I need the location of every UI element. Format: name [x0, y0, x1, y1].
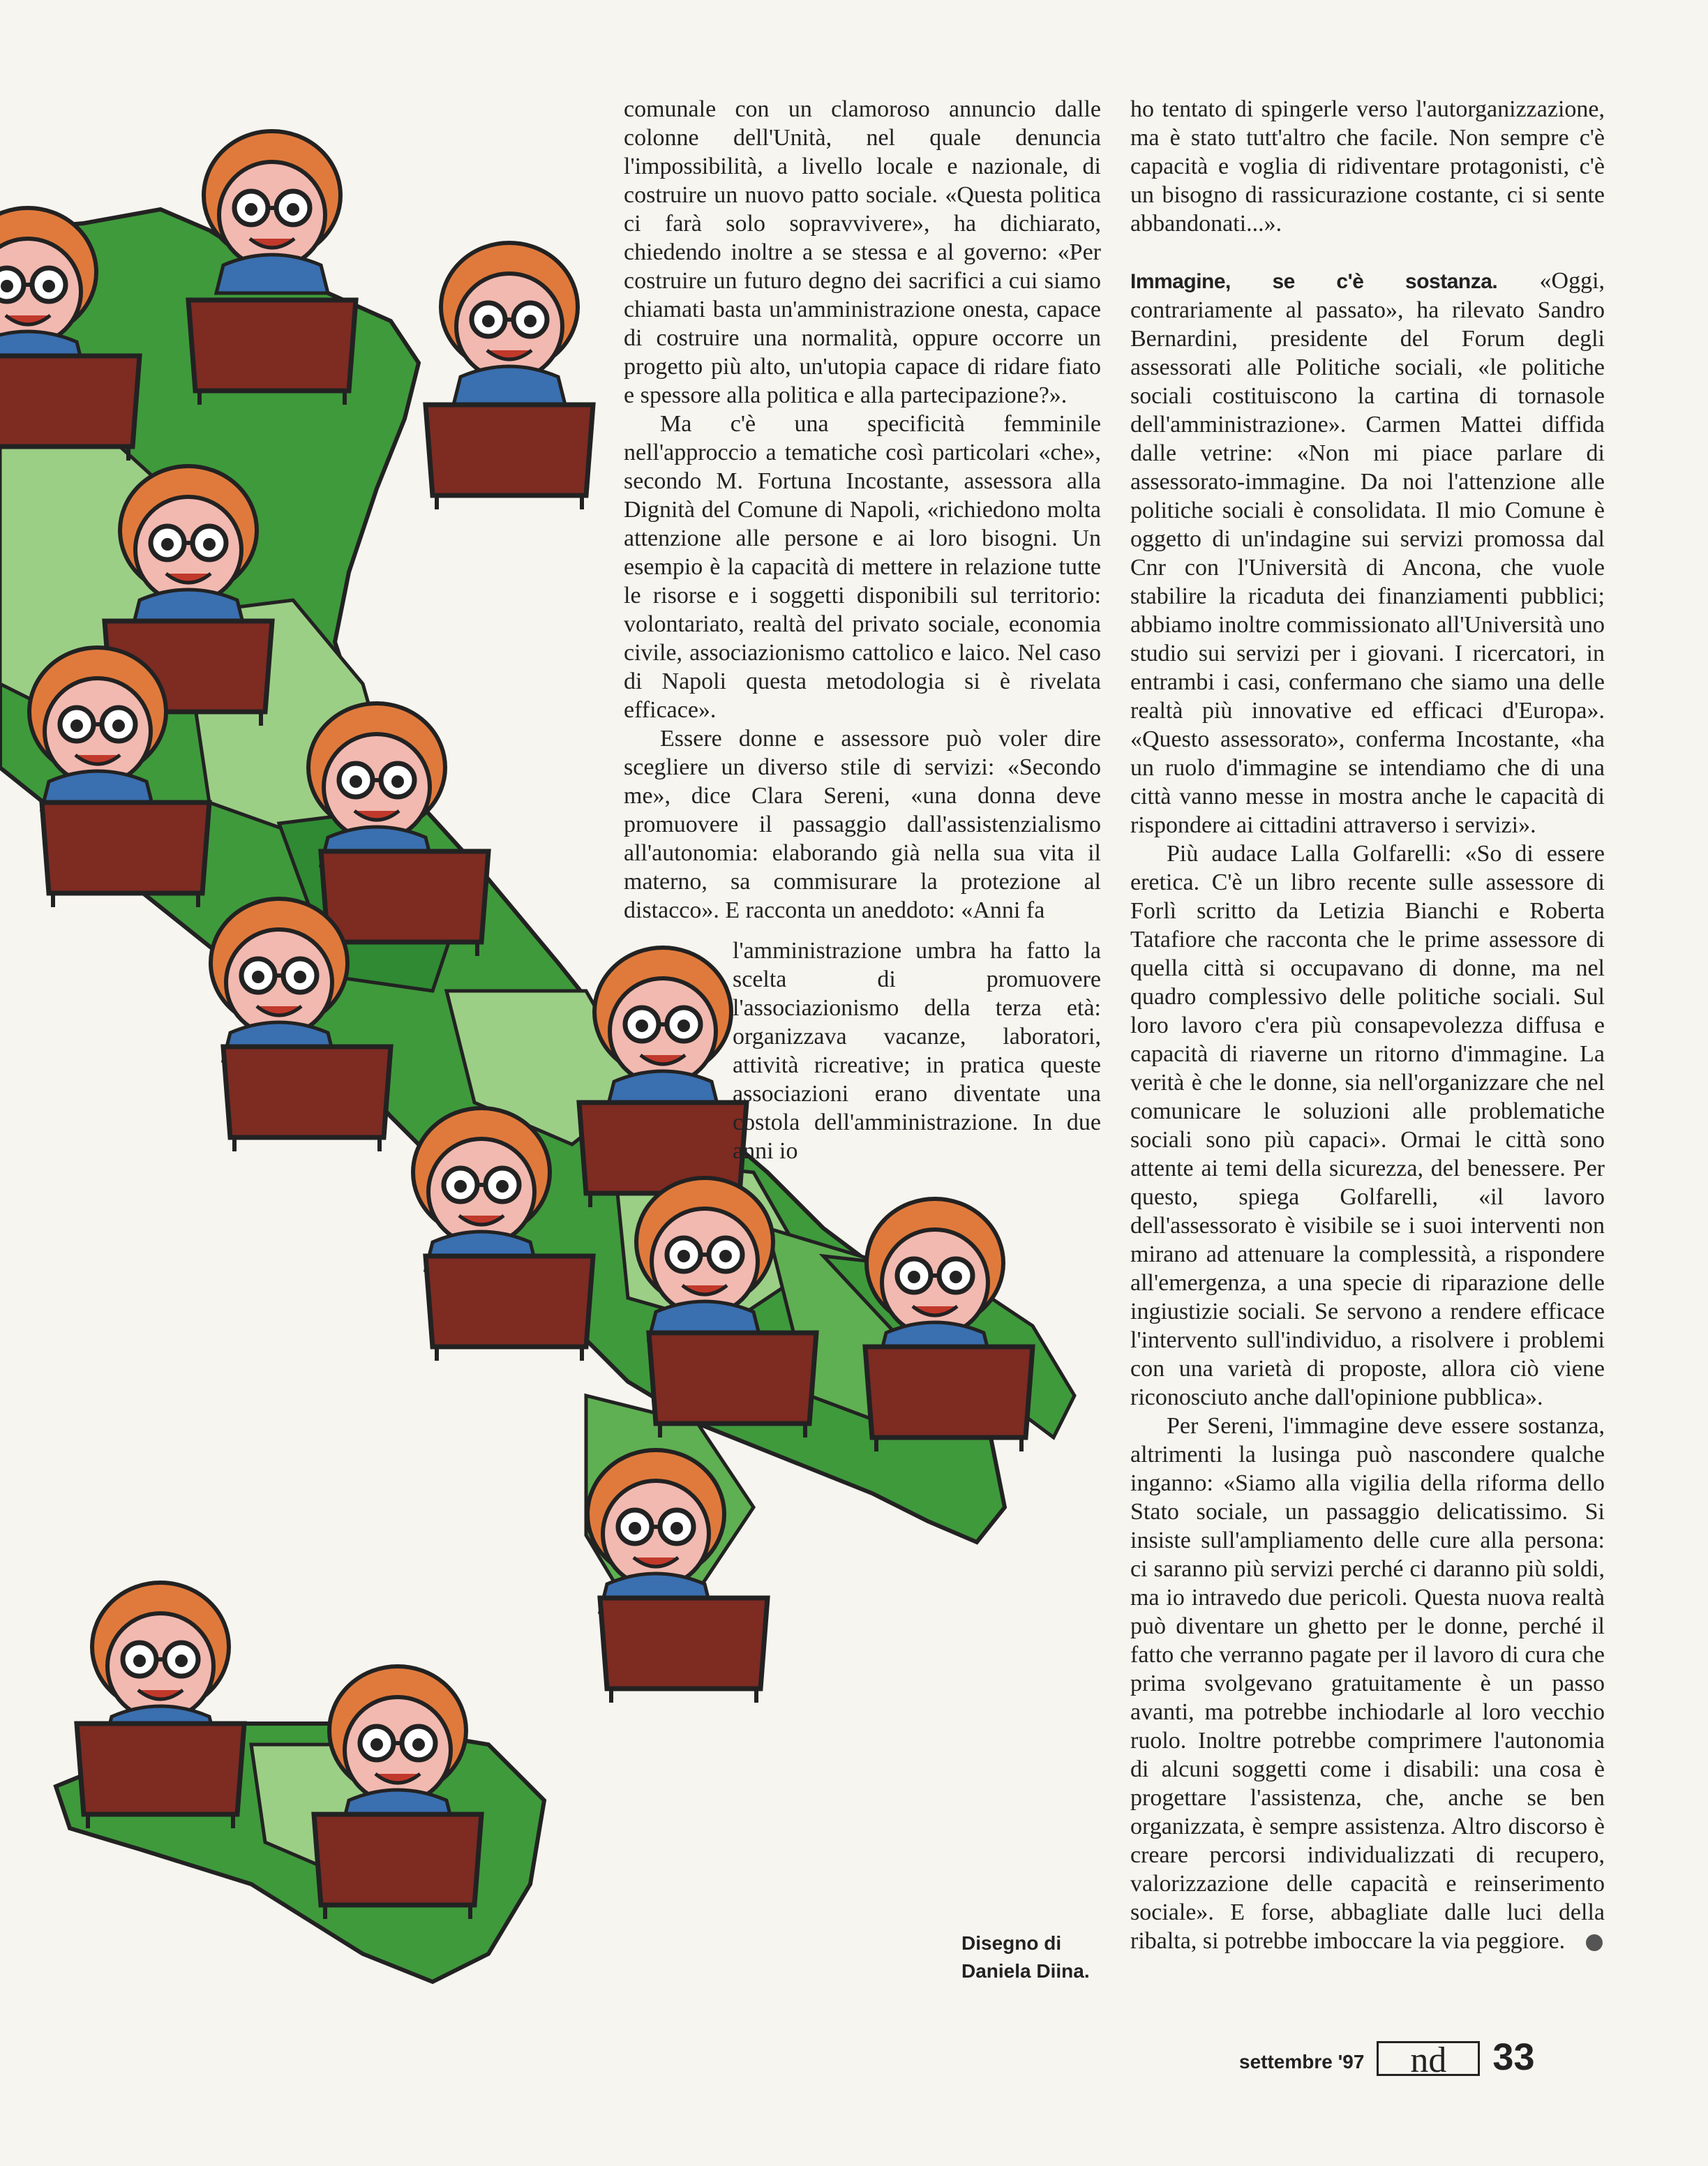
- caption-line: Daniela Diina.: [961, 1960, 1090, 1982]
- article-column-1-continued: [733, 936, 1101, 1165]
- page-number: 33: [1492, 2036, 1535, 2078]
- page-footer: [1239, 2034, 1535, 2080]
- subhead-paragraph: [1130, 267, 1605, 839]
- end-mark: [1586, 1934, 1603, 1951]
- caption-line: Disegno di: [961, 1932, 1062, 1954]
- paragraph: Più audace Lalla Golfarelli: «So di essere eretica. C'è un libro recente sulle assessore di Forlì scritto da Letizia Bianchi e Roberta Tatafiore che racconta che le prime assessore di quella città si occupavano di donne, ma nel quadro complessivo delle politiche sociali. Sul loro lavoro c'era più consapevolezza diffusa e capacità di riaverne un ritorno d'immagine. La verità è che le donne, sia nell'organizzare che nel comunicare le soluzioni alle problematiche sociali sono più capaci». Ormai le città sono attente ai temi della sicurezza, del benessere. Per questo, spiega Golfarelli, «il lavoro dell'assessorato è visibile se i suoi interventi non mirano ad attenuare la complessità, a rispondere all'emergenza, a una specie di riparazione delle ingiustizie sociali. Se servono a rendere efficace l'intervento sull'individuo, a risolvere i problemi con una varietà di proposte, allora ciò viene riconosciuto anche dall'opinione pubblica».: [1130, 841, 1605, 1410]
- subhead: Immagine, se c'è sostanza.: [1130, 270, 1498, 293]
- article-column-1: [624, 95, 1101, 925]
- paragraph-text: Per Sereni, l'immagine deve essere sostanza, altrimenti la lusinga può nascondere qualche inganno: «Siamo alla vigilia della riforma dello Stato sociale, un passaggio delicatissimo. Si insiste sull'ampliamento delle cure alla persona: ci saranno più servizi perché ci daranno più soldi, ma io intravedo due pericoli. Questa nuova realtà può diventare un ghetto per le donne, perché il fatto che verranno pagate per il lavoro di cura che prima svolgevano gratuitamente è un passo avanti, ma potrebbe inchiodarle al loro vecchio ruolo. Inoltre potrebbe comprimere l'autonomia di alcuni soggetti come i disabili: una cosa è progettare l'assistenza, che, anche se ben organizzata, è sempre assistenza. Altro discorso è creare percorsi individualizzati di recupero, valorizzazione delle capacità e reinserimento sociale». E forse, abbagliate dalle luci della ribalta, si potrebbe imboccare la via peggiore.: [1130, 1413, 1605, 1954]
- figure-3: [426, 243, 593, 509]
- figure-13: [77, 1583, 244, 1828]
- paragraph: Ma c'è una specificità femminile nell'approccio a tematiche così particolari «che», secondo M. Fortuna Incostante, assessora alla Dignità del Comune di Napoli, «richiedono molta attenzione alle persone e ai loro bisogni. Un esempio è la capacità di mettere in relazione tutte le risorse e i soggetti disponibili sul territorio: volontariato, realtà del privato sociale, economia civile, associazionismo cattolico e laico. Nel caso di Napoli questa metodologia si è rivelata efficace».: [624, 411, 1101, 723]
- paragraph-text: «Oggi, contrariamente al passato», ha rilevato Sandro Bernardini, presidente del Forum degli assessorati alle Politiche sociali, «le politiche sociali costituiscono la cartina di tornasole dell'amministrazione». Carmen Mattei diffida dalle vetrine: «Non mi piace parlare di assessorato-immagine. Da noi l'attenzione alle politiche sociali è consolidata. Il mio Comune è oggetto di un'indagine sui servizi promossa dal Cnr con l'Università di Ancona, che vuole stabilire la ricaduta dei finanziamenti pubblici; abbiamo inoltre commissionato all'Università uno studio sui servizi per i giovani. I ricercatori, in entrambi i casi, confermano che siamo una delle realtà più innovative ed efficaci d'Europa». «Questo assessorato», conferma Incostante, «ha un ruolo d'immagine se intendiamo che di una città vanno messe in mostra anche le capacità di rispondere ai cittadini attraverso i servizi».: [1130, 268, 1605, 838]
- paragraph: ho tentato di spingerle verso l'autorganizzazione, ma è stato tutt'altro che facile. Non sempre c'è capacità e voglia di ridiventare protagonisti, c'è un bisogno di rassicurazione costante, ci si sente abbandonati...».: [1130, 96, 1605, 237]
- paragraph: [1130, 1412, 1605, 1955]
- magazine-logo: nd: [1377, 2041, 1480, 2076]
- paragraph: comunale con un clamoroso annuncio dalle colonne dell'Unità, nel quale denuncia l'impossibilità, a livello locale e nazionale, di costruire un nuovo patto sociale. «Questa politica ci farà solo sopravvivere», ha dichiarato, chiedendo inoltre a se stessa e al governo: «Per costruire un futuro degno dei sacrifici a cui siamo chiamati basta un'amministrazione onesta, capace di costruire una normalità, oppure occorre un progetto più alto, un'utopia capace di ridare fiato e spessore alla politica e alla partecipazione?».: [624, 96, 1101, 408]
- article-column-2: [1130, 95, 1605, 1955]
- paragraph: l'amministrazione umbra ha fatto la scelta di promuovere l'associazionismo della terza età: organizzava vacanze, laboratori, attività ricreative; in pratica queste associazioni erano diventate una costola dell'amministrazione. In due anni io: [733, 938, 1101, 1164]
- paragraph: Essere donne e assessore può voler dire scegliere un diverso stile di servizi: «Secondo me», dice Clara Sereni, «una donna deve promuovere il passaggio dall'assistenzialismo all'autonomia: elaborando già nella sua vita il materno, sa commisurare la protezione al distacco». E racconta un aneddoto: «Anni fa: [624, 726, 1101, 923]
- issue-date: settembre '97: [1239, 2051, 1365, 2072]
- illustration-caption: [961, 1929, 1090, 1985]
